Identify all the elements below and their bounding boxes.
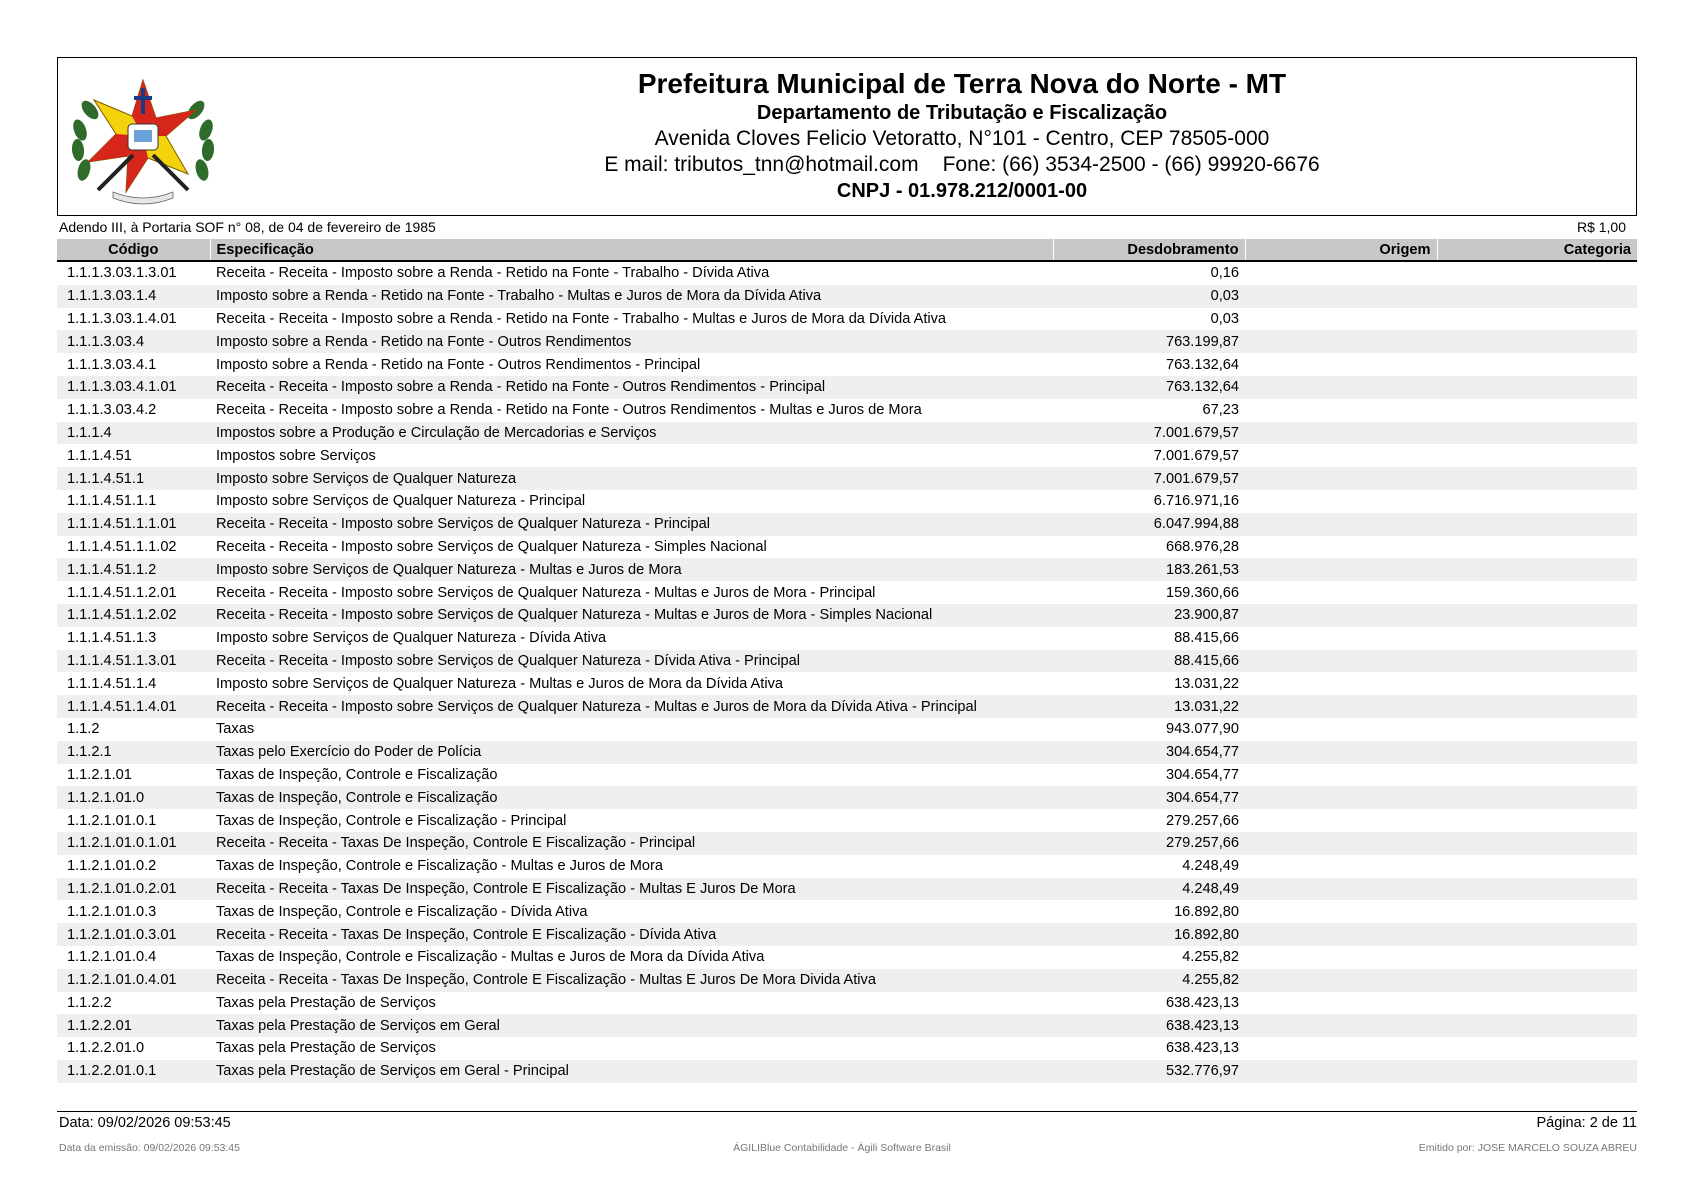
- row-origem: [1245, 718, 1437, 741]
- row-origem: [1245, 1014, 1437, 1037]
- row-origem: [1245, 490, 1437, 513]
- row-specification: Receita - Receita - Taxas De Inspeção, Controle E Fiscalização - Principal: [210, 832, 1053, 855]
- table-row: [57, 444, 1637, 467]
- row-specification: Receita - Receita - Imposto sobre Serviços de Qualquer Natureza - Principal: [210, 513, 1053, 536]
- row-origem: [1245, 969, 1437, 992]
- row-desdobramento: 23.900,87: [1053, 604, 1245, 627]
- row-specification: Receita - Receita - Imposto sobre Serviços de Qualquer Natureza - Multas e Juros de Mora - Principal: [216, 584, 876, 601]
- row-categoria: [1437, 650, 1637, 673]
- row-desdobramento: 763.132,64: [1053, 376, 1245, 399]
- row-desdobramento: 67,23: [1202, 402, 1239, 419]
- row-specification: Imposto sobre a Renda - Retido na Fonte - Outros Rendimentos: [210, 330, 1053, 353]
- table-row: [57, 855, 1637, 878]
- column-header-desdobramento: Desdobramento: [1053, 239, 1245, 261]
- row-code: 1.1.1.4.51.1.4: [67, 675, 157, 692]
- column-header-code: Código: [57, 239, 210, 261]
- row-origem: [1245, 923, 1437, 946]
- row-code: 1.1.1.4.51.1.4.01: [57, 695, 210, 718]
- table-header-row: [57, 239, 1637, 261]
- row-desdobramento: 279.257,66: [1165, 812, 1239, 829]
- row-desdobramento: 16.892,80: [1053, 923, 1245, 946]
- row-code: 1.1.1.3.03.1.4: [57, 285, 210, 308]
- table-row: [57, 467, 1637, 490]
- row-specification: Receita - Receita - Imposto sobre a Renda - Retido na Fonte - Outros Rendimentos - Principal: [210, 376, 1053, 399]
- row-desdobramento: 668.976,28: [1165, 538, 1239, 555]
- table-row: [57, 900, 1637, 923]
- row-code: 1.1.2.1.01.0.2: [67, 858, 157, 875]
- row-origem: [1245, 741, 1437, 764]
- row-categoria: [1437, 330, 1637, 353]
- row-categoria: [1437, 992, 1637, 1015]
- row-specification: Impostos sobre a Produção e Circulação de Mercadorias e Serviços: [210, 422, 1053, 445]
- row-categoria: [1437, 946, 1637, 969]
- row-categoria: [1437, 809, 1637, 832]
- row-specification: Taxas pela Prestação de Serviços: [216, 1040, 436, 1057]
- row-specification: Receita - Receita - Imposto sobre Serviços de Qualquer Natureza - Multas e Juros de Mora - Simples Nacional: [210, 604, 1053, 627]
- row-specification: Receita - Receita - Taxas De Inspeção, Controle E Fiscalização - Dívida Ativa: [210, 923, 1053, 946]
- column-header-origem: Origem: [1245, 239, 1437, 261]
- row-origem: [1245, 581, 1437, 604]
- row-categoria: [1437, 627, 1637, 650]
- row-origem: [1245, 786, 1437, 809]
- letterhead-text: [368, 68, 1556, 204]
- table-row: [57, 604, 1637, 627]
- row-desdobramento: 88.415,66: [1174, 630, 1239, 647]
- row-origem: [1245, 604, 1437, 627]
- row-desdobramento: 7.001.679,57: [1053, 422, 1245, 445]
- row-origem: [1245, 695, 1437, 718]
- row-code: 1.1.2.2: [67, 994, 112, 1011]
- row-categoria: [1437, 422, 1637, 445]
- table-row: [57, 809, 1637, 832]
- contact-line: [368, 152, 1556, 178]
- row-origem: [1245, 878, 1437, 901]
- row-categoria: [1437, 855, 1637, 878]
- table-row: [57, 923, 1637, 946]
- row-specification: Taxas de Inspeção, Controle e Fiscalização: [210, 786, 1053, 809]
- legal-reference: Adendo III, à Portaria SOF n° 08, de 04 de fevereiro de 1985: [59, 219, 436, 235]
- table-row: [57, 741, 1637, 764]
- table-row: [57, 558, 1637, 581]
- row-desdobramento: 4.255,82: [1182, 949, 1239, 966]
- column-header-categoria: Categoria: [1437, 239, 1637, 261]
- row-code: 1.1.1.4: [57, 422, 210, 445]
- revenue-table: [57, 239, 1637, 1083]
- row-specification: Receita - Receita - Imposto sobre Serviços de Qualquer Natureza - Dívida Ativa - Principal: [210, 650, 1053, 673]
- row-specification: Imposto sobre Serviços de Qualquer Natureza - Multas e Juros de Mora: [210, 558, 1053, 581]
- column-header-spec: Especificação: [210, 239, 1053, 261]
- table-row: [57, 536, 1637, 559]
- table-row: [57, 353, 1637, 376]
- row-code: 1.1.1.3.03.4.1.01: [57, 376, 210, 399]
- row-code: 1.1.1.4.51: [67, 447, 132, 464]
- page-number: Página: 2 de 11: [1536, 1115, 1637, 1131]
- table-row: [57, 718, 1637, 741]
- row-origem: [1245, 1060, 1437, 1083]
- row-specification: Taxas pelo Exercício do Poder de Polícia: [210, 741, 1053, 764]
- row-origem: [1245, 285, 1437, 308]
- row-specification: Receita - Receita - Imposto sobre a Renda - Retido na Fonte - Trabalho - Dívida Ativa: [216, 265, 770, 282]
- row-categoria: [1437, 1014, 1637, 1037]
- table-row: [57, 1060, 1637, 1083]
- row-code: 1.1.1.3.03.4.2: [67, 402, 157, 419]
- email: E mail: tributos_tnn@hotmail.com: [604, 153, 919, 176]
- row-desdobramento: 13.031,22: [1174, 675, 1239, 692]
- row-categoria: [1437, 969, 1637, 992]
- row-origem: [1245, 308, 1437, 331]
- department-name: Departamento de Tributação e Fiscalização: [756, 102, 1168, 124]
- table-row: [57, 992, 1637, 1015]
- row-desdobramento: 532.776,97: [1053, 1060, 1245, 1083]
- row-origem: [1245, 946, 1437, 969]
- row-categoria: [1437, 672, 1637, 695]
- row-specification: Taxas pela Prestação de Serviços em Geral - Principal: [210, 1060, 1053, 1083]
- row-desdobramento: 6.047.994,88: [1053, 513, 1245, 536]
- cnpj: CNPJ - 01.978.212/0001-00: [836, 180, 1088, 202]
- row-origem: [1245, 764, 1437, 787]
- row-categoria: [1437, 444, 1637, 467]
- row-desdobramento: 279.257,66: [1053, 832, 1245, 855]
- row-desdobramento: 183.261,53: [1053, 558, 1245, 581]
- row-code: 1.1.1.3.03.1.3.01: [67, 265, 177, 282]
- row-origem: [1245, 467, 1437, 490]
- row-origem: [1245, 422, 1437, 445]
- table-row: [57, 376, 1637, 399]
- row-origem: [1245, 513, 1437, 536]
- footer-date: Data: 09/02/2026 09:53:45: [59, 1115, 231, 1131]
- row-specification: Taxas de Inspeção, Controle e Fiscalização - Dívida Ativa: [216, 903, 588, 920]
- row-origem: [1245, 992, 1437, 1015]
- row-code: 1.1.1.3.03.4: [57, 330, 210, 353]
- row-desdobramento: 304.654,77: [1165, 766, 1239, 783]
- row-origem: [1245, 558, 1437, 581]
- address: Avenida Cloves Felicio Vetoratto, N°101 - Centro, CEP 78505-000: [654, 127, 1270, 150]
- row-specification: Receita - Receita - Imposto sobre a Renda - Retido na Fonte - Outros Rendimentos - Multas e Juros de Mora: [216, 402, 922, 419]
- software-credit: ÁGILIBlue Contabilidade - Ágili Software Brasil: [733, 1142, 951, 1154]
- row-code: 1.1.1.4.51.1.3: [67, 630, 157, 647]
- row-desdobramento: 4.255,82: [1053, 969, 1245, 992]
- row-desdobramento: 4.248,49: [1053, 878, 1245, 901]
- row-desdobramento: 159.360,66: [1165, 584, 1239, 601]
- row-origem: [1245, 536, 1437, 559]
- row-desdobramento: 763.199,87: [1053, 330, 1245, 353]
- row-code: 1.1.1.4.51.1.1: [67, 493, 157, 510]
- row-code: 1.1.2.1.01.0.3: [67, 903, 157, 920]
- row-origem: [1245, 376, 1437, 399]
- table-row: [57, 969, 1637, 992]
- row-specification: Taxas: [216, 721, 255, 738]
- letterhead: [57, 57, 1637, 216]
- row-code: 1.1.2.1.01.0.4.01: [57, 969, 210, 992]
- row-categoria: [1437, 285, 1637, 308]
- row-categoria: [1437, 261, 1637, 285]
- row-specification: Taxas pela Prestação de Serviços: [216, 994, 436, 1011]
- row-categoria: [1437, 1060, 1637, 1083]
- row-specification: Receita - Receita - Imposto sobre Serviços de Qualquer Natureza - Multas e Juros de Mora da Dívida Ativa - Principal: [210, 695, 1053, 718]
- row-origem: [1245, 832, 1437, 855]
- row-code: 1.1.1.4.51.1.1.02: [67, 538, 177, 555]
- table-row: [57, 399, 1637, 422]
- row-specification: Taxas de Inspeção, Controle e Fiscalização - Principal: [216, 812, 567, 829]
- row-code: 1.1.2.1.01.0.1: [67, 812, 157, 829]
- row-origem: [1245, 900, 1437, 923]
- table-row: [57, 650, 1637, 673]
- table-row: [57, 490, 1637, 513]
- table-row: [57, 285, 1637, 308]
- row-code: 1.1.2.1.01.0.2.01: [57, 878, 210, 901]
- row-specification: Receita - Receita - Taxas De Inspeção, Controle E Fiscalização - Multas E Juros De Mora: [210, 878, 1053, 901]
- row-origem: [1245, 855, 1437, 878]
- table-row: [57, 627, 1637, 650]
- row-code: 1.1.1.4.51.1.2.02: [57, 604, 210, 627]
- table-row: [57, 308, 1637, 331]
- table-row: [57, 330, 1637, 353]
- row-code: 1.1.2.1.01.0: [57, 786, 210, 809]
- row-categoria: [1437, 878, 1637, 901]
- row-categoria: [1437, 376, 1637, 399]
- row-code: 1.1.2.2.01.0: [67, 1040, 145, 1057]
- row-categoria: [1437, 786, 1637, 809]
- phone: Fone: (66) 3534-2500 - (66) 99920-6676: [942, 153, 1320, 176]
- row-categoria: [1437, 900, 1637, 923]
- row-code: 1.1.1.4.51.1: [57, 467, 210, 490]
- row-categoria: [1437, 490, 1637, 513]
- row-desdobramento: 638.423,13: [1165, 1040, 1239, 1057]
- row-desdobramento: 0,03: [1210, 310, 1239, 327]
- row-origem: [1245, 650, 1437, 673]
- row-code: 1.1.2: [67, 721, 100, 738]
- row-desdobramento: 638.423,13: [1165, 994, 1239, 1011]
- row-desdobramento: 4.248,49: [1182, 858, 1239, 875]
- row-desdobramento: 0,16: [1210, 265, 1239, 282]
- table-row: [57, 764, 1637, 787]
- row-specification: Receita - Receita - Imposto sobre a Renda - Retido na Fonte - Trabalho - Multas e Juros de Mora da Dívida Ativa: [216, 310, 947, 327]
- row-specification: Receita - Receita - Taxas De Inspeção, Controle E Fiscalização - Multas E Juros De Mora Divida Ativa: [210, 969, 1053, 992]
- row-desdobramento: 0,03: [1053, 285, 1245, 308]
- row-code: 1.1.1.3.03.1.4.01: [67, 310, 177, 327]
- row-categoria: [1437, 1037, 1637, 1060]
- currency-unit: R$ 1,00: [1576, 219, 1626, 235]
- row-code: 1.1.1.3.03.4.1: [67, 356, 157, 373]
- row-specification: Taxas pela Prestação de Serviços em Geral: [210, 1014, 1053, 1037]
- row-desdobramento: 13.031,22: [1053, 695, 1245, 718]
- footer-divider: [57, 1111, 1637, 1112]
- row-specification: Imposto sobre a Renda - Retido na Fonte - Outros Rendimentos - Principal: [216, 356, 701, 373]
- row-specification: Imposto sobre Serviços de Qualquer Natureza: [210, 467, 1053, 490]
- row-code: 1.1.2.2.01: [57, 1014, 210, 1037]
- report-subheader: [59, 218, 1626, 236]
- row-code: 1.1.2.2.01.0.1: [57, 1060, 210, 1083]
- row-desdobramento: 7.001.679,57: [1053, 467, 1245, 490]
- table-row: [57, 878, 1637, 901]
- row-specification: Receita - Receita - Imposto sobre Serviços de Qualquer Natureza - Simples Nacional: [216, 538, 767, 555]
- emission-date: Data da emissão: 09/02/2026 09:53:45: [59, 1142, 240, 1154]
- table-row: [57, 513, 1637, 536]
- row-categoria: [1437, 513, 1637, 536]
- row-origem: [1245, 627, 1437, 650]
- row-specification: Impostos sobre Serviços: [216, 447, 376, 464]
- row-desdobramento: 763.132,64: [1165, 356, 1239, 373]
- row-categoria: [1437, 718, 1637, 741]
- row-specification: Taxas de Inspeção, Controle e Fiscalização - Multas e Juros de Mora: [216, 858, 663, 875]
- row-desdobramento: 88.415,66: [1053, 650, 1245, 673]
- row-origem: [1245, 672, 1437, 695]
- row-code: 1.1.1.4.51.1.2: [57, 558, 210, 581]
- row-code: 1.1.2.1.01.0.4: [67, 949, 157, 966]
- row-desdobramento: 304.654,77: [1053, 741, 1245, 764]
- row-desdobramento: 638.423,13: [1053, 1014, 1245, 1037]
- row-code: 1.1.2.1.01: [67, 766, 132, 783]
- row-code: 1.1.2.1: [57, 741, 210, 764]
- table-row: [57, 786, 1637, 809]
- row-categoria: [1437, 832, 1637, 855]
- row-specification: Imposto sobre Serviços de Qualquer Natureza - Dívida Ativa: [216, 630, 607, 647]
- table-row: [57, 581, 1637, 604]
- row-origem: [1245, 444, 1437, 467]
- table-row: [57, 946, 1637, 969]
- row-categoria: [1437, 741, 1637, 764]
- row-categoria: [1437, 764, 1637, 787]
- row-categoria: [1437, 558, 1637, 581]
- row-code: 1.1.1.4.51.1.3.01: [57, 650, 210, 673]
- row-specification: Imposto sobre Serviços de Qualquer Natureza - Principal: [216, 493, 586, 510]
- table-row: [57, 1014, 1637, 1037]
- row-categoria: [1437, 695, 1637, 718]
- table-row: [57, 672, 1637, 695]
- row-categoria: [1437, 923, 1637, 946]
- row-code: 1.1.2.1.01.0.1.01: [57, 832, 210, 855]
- municipal-coat-of-arms-icon: [68, 70, 218, 205]
- row-origem: [1245, 399, 1437, 422]
- row-origem: [1245, 1037, 1437, 1060]
- row-desdobramento: 304.654,77: [1053, 786, 1245, 809]
- row-specification: Taxas de Inspeção, Controle e Fiscalização: [216, 766, 498, 783]
- table-row: [57, 832, 1637, 855]
- row-origem: [1245, 330, 1437, 353]
- row-categoria: [1437, 536, 1637, 559]
- table-row: [57, 1037, 1637, 1060]
- row-code: 1.1.1.4.51.1.2.01: [67, 584, 177, 601]
- row-specification: Taxas de Inspeção, Controle e Fiscalização - Multas e Juros de Mora da Dívida Ativa: [216, 949, 765, 966]
- page-title: Prefeitura Municipal de Terra Nova do Norte - MT: [637, 68, 1287, 99]
- row-specification: Imposto sobre Serviços de Qualquer Natureza - Multas e Juros de Mora da Dívida Ativa: [216, 675, 783, 692]
- row-origem: [1245, 261, 1437, 285]
- row-code: 1.1.2.1.01.0.3.01: [57, 923, 210, 946]
- row-specification: Imposto sobre a Renda - Retido na Fonte - Trabalho - Multas e Juros de Mora da Dívida Ativa: [210, 285, 1053, 308]
- row-categoria: [1437, 604, 1637, 627]
- row-desdobramento: 16.892,80: [1174, 903, 1239, 920]
- row-origem: [1245, 353, 1437, 376]
- row-categoria: [1437, 399, 1637, 422]
- row-categoria: [1437, 467, 1637, 490]
- row-origem: [1245, 809, 1437, 832]
- row-categoria: [1437, 308, 1637, 331]
- row-desdobramento: 6.716.971,16: [1153, 493, 1239, 510]
- issuer: Emitido por: JOSE MARCELO SOUZA ABREU: [1418, 1142, 1637, 1154]
- table-row: [57, 695, 1637, 718]
- row-categoria: [1437, 581, 1637, 604]
- table-row: [57, 422, 1637, 445]
- row-categoria: [1437, 353, 1637, 376]
- table-row: [57, 261, 1637, 285]
- row-desdobramento: 943.077,90: [1165, 721, 1239, 738]
- row-code: 1.1.1.4.51.1.1.01: [57, 513, 210, 536]
- row-desdobramento: 7.001.679,57: [1153, 447, 1239, 464]
